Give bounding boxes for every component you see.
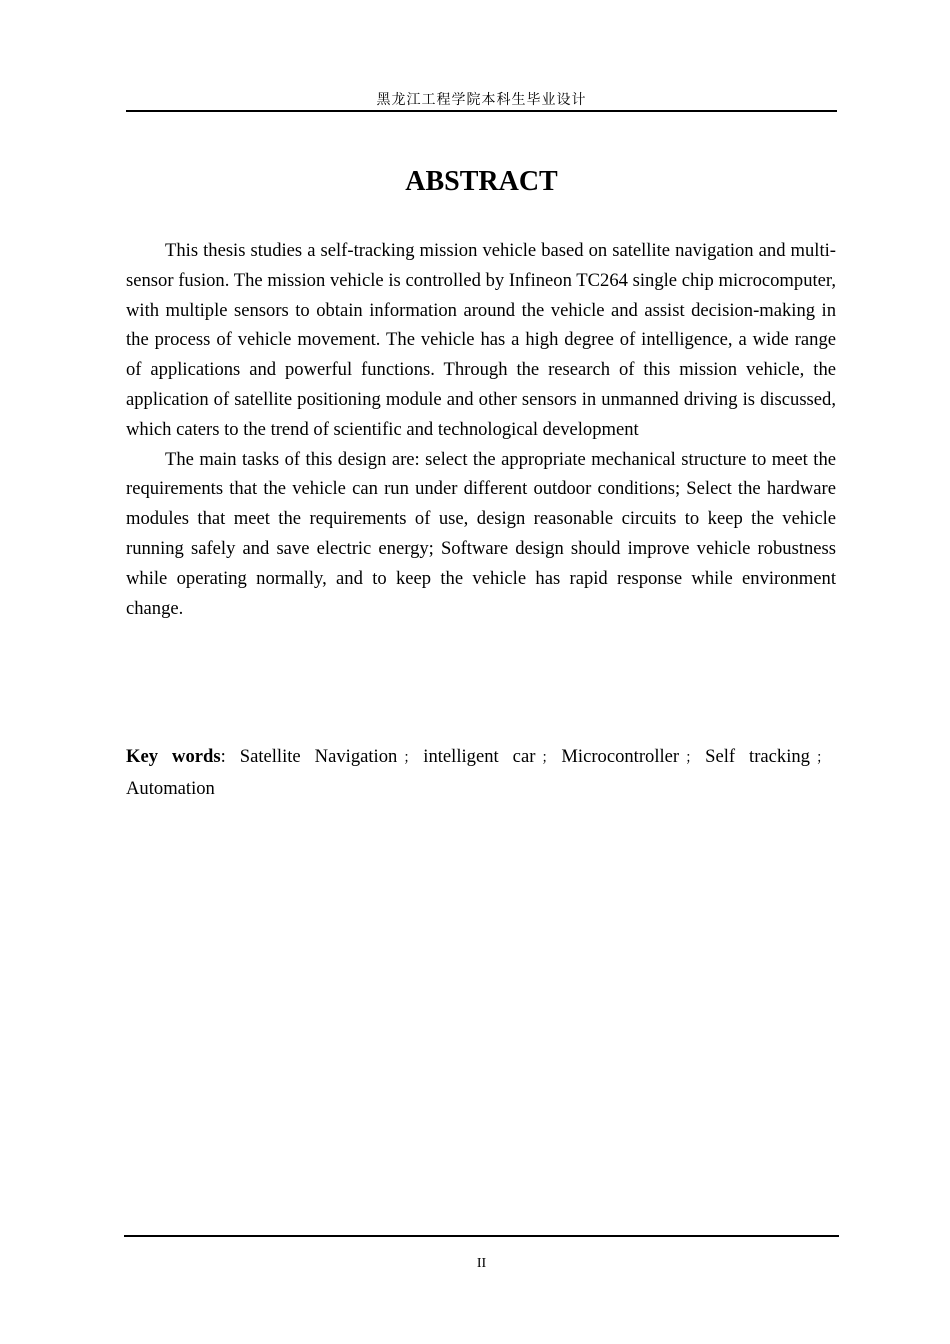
header-rule (126, 110, 837, 112)
keyword-item: Automation (126, 777, 215, 799)
keyword-separator: ； (815, 750, 830, 766)
keyword-item: Satellite Navigation (239, 746, 398, 767)
page-number: II (476, 1256, 487, 1271)
abstract-title: ABSTRACT (405, 166, 558, 197)
keyword-item: intelligent car (423, 746, 536, 767)
keyword-item: Self tracking (705, 746, 810, 767)
abstract-paragraph-2: The main tasks of this design are: select the appropriate mechanical structure to meet the requirements that the vehicle can run under different outdoor conditions; Select the hardware modules that meet the requirements of use, design reasonable circuits to keep the vehicle running safely and save electric energy; Software design should improve vehicle robustness while operating normally, and to keep the vehicle has rapid response while environment change. (126, 448, 836, 619)
keyword-separator: ； (403, 750, 418, 766)
page-header: 黑龙江工程学院本科生毕业设计 (376, 92, 587, 108)
keywords (126, 742, 836, 804)
keywords-label: Key words (126, 746, 221, 767)
footer-rule (124, 1235, 839, 1237)
keyword-item: Microcontroller (561, 746, 680, 767)
abstract-body (126, 236, 836, 623)
abstract-paragraph-1: This thesis studies a self-tracking mission vehicle based on satellite navigation and multi-sensor fusion. The mission vehicle is controlled by Infineon TC264 single chip microcomputer, with multiple sensors to obtain information around the vehicle and assist decision-making in the process of vehicle movement. The vehicle has a high degree of intelligence, a wide range of applications and powerful functions. Through the research of this mission vehicle, the application of satellite positioning module and other sensors in unmanned driving is discussed, which caters to the trend of scientific and technological development (126, 240, 836, 440)
keyword-separator: ； (541, 750, 556, 766)
keyword-separator: ； (685, 750, 700, 766)
keywords-colon: : (220, 746, 226, 767)
